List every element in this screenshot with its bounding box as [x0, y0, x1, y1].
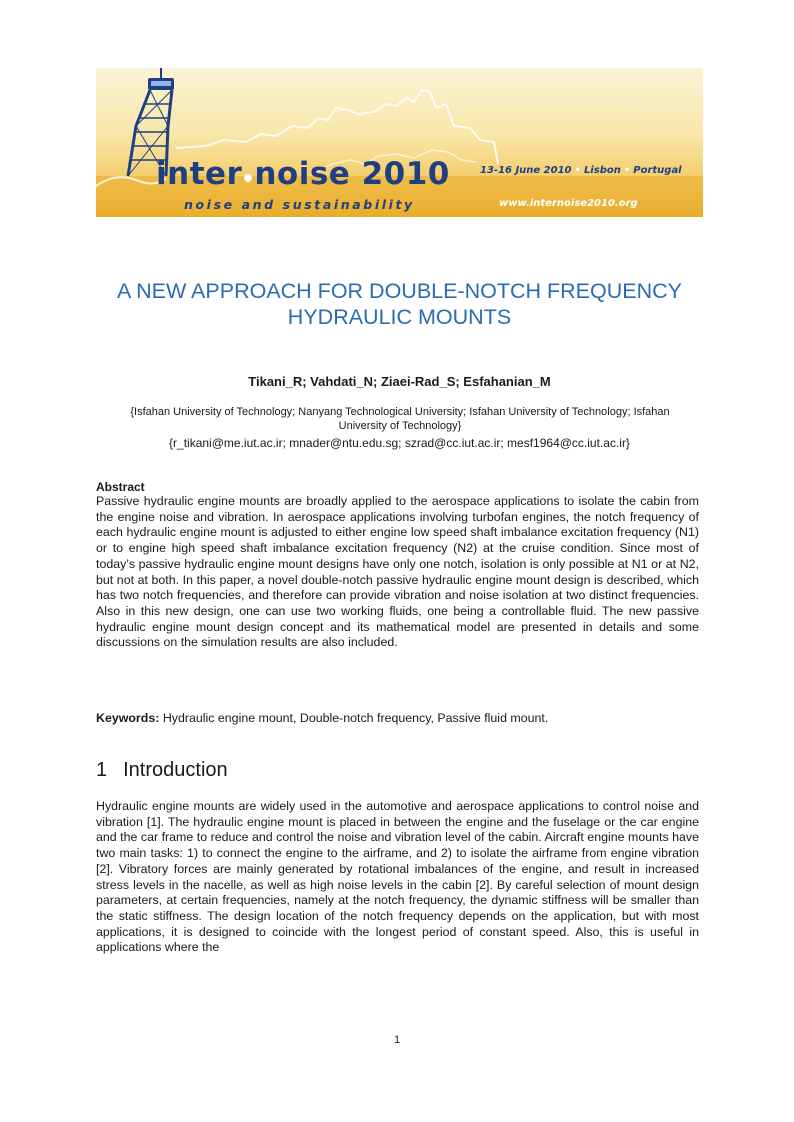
paper-authors: Tikani_R; Vahdati_N; Ziaei-Rad_S; Esfahanian_M: [248, 374, 551, 389]
abstract-text: Passive hydraulic engine mounts are broadly applied to the aerospace applications to isolate the cabin from the engine noise and vibration. In aerospace applications involving turbofan engines, the notch frequency of each hydraulic engine mount is adjusted to either engine low speed shaft imbalance excitation frequency (N1) or to engine high speed shaft imbalance excitation frequency (N2) at the cruise condition. Since most of today’s passive hydraulic engine mount designs have only one notch, isolation is only possible at N1 or at N2, but not at both. In this paper, a novel double-notch passive hydraulic engine mount design is described, which has two notch frequencies, and therefore can provide vibration and noise isolation at two distinct frequencies. Also in this new design, one can use two working fluids, one being a controllable fluid. The new passive hydraulic engine mount design concept and its mathematical model are presented in details and some discussions on the simulation results are also included.: [96, 494, 699, 650]
paper-title: A NEW APPROACH FOR DOUBLE-NOTCH FREQUENCY HYDRAULIC MOUNTS: [116, 279, 683, 329]
vasco-da-gama-tower-icon: [96, 68, 703, 217]
brand-right: noise 2010: [254, 156, 450, 192]
introduction-paragraph: Hydraulic engine mounts are widely used in the automotive and aerospace applications to control noise and vibration [1]. The hydraulic engine mount is placed in between the engine and the fuselage or the car engine and the car frame to reduce and control the noise and vibration level of the cabin. Aircraft engine mounts have two main tasks: 1) to connect the engine to the airframe, and 2) to isolate the airframe from engine vibration [2]. Vibratory forces are mainly generated by rotational imbalances of the engine, and result in increased stress levels in the nacelle, as well as high noise levels in the cabin [2]. By careful selection of mount design parameters, at certain frequencies, namely at the notch frequency, the dynamic stiffness will be smaller than the static stiffness. The design location of the notch frequency depends on the application, but with most applications, it is designed to coincide with the longest period of constant speed. Also, this is useful in applications where the: [96, 799, 699, 955]
brand-left: inter: [156, 156, 243, 192]
dateline-separator-icon: •: [574, 165, 581, 176]
section-number: 1: [96, 759, 108, 781]
conference-banner: [96, 68, 703, 217]
section-title: Introduction: [123, 759, 228, 781]
paper-emails: {r_tikani@me.iut.ac.ir; mnader@ntu.edu.sg; szrad@cc.iut.ac.ir; mesf1964@cc.iut.ac.ir}: [169, 436, 630, 450]
conference-city: Lisbon: [583, 165, 621, 176]
keywords-line: [96, 711, 699, 725]
conference-country: Portugal: [633, 165, 682, 176]
conference-date: 13-16 June 2010: [480, 165, 572, 176]
keywords-text: Hydraulic engine mount, Double-notch frequency, Passive fluid mount.: [162, 711, 549, 725]
page-number: 1: [393, 1034, 401, 1046]
conference-dateline: [480, 165, 682, 176]
brand-dot-icon: [244, 174, 252, 182]
dateline-separator-icon: •: [623, 165, 631, 176]
section-heading-introduction: [96, 759, 228, 782]
conference-brand: [156, 156, 450, 192]
paper-affiliations: {Isfahan University of Technology; Nanyang Technological University; Isfahan University of Technology; Isfahan University of Technology}: [130, 406, 670, 432]
abstract-heading: Abstract: [96, 480, 145, 494]
conference-website: www.internoise2010.org: [499, 198, 638, 209]
conference-tagline: noise and sustainability: [184, 197, 415, 212]
keywords-label: Keywords:: [96, 711, 160, 725]
